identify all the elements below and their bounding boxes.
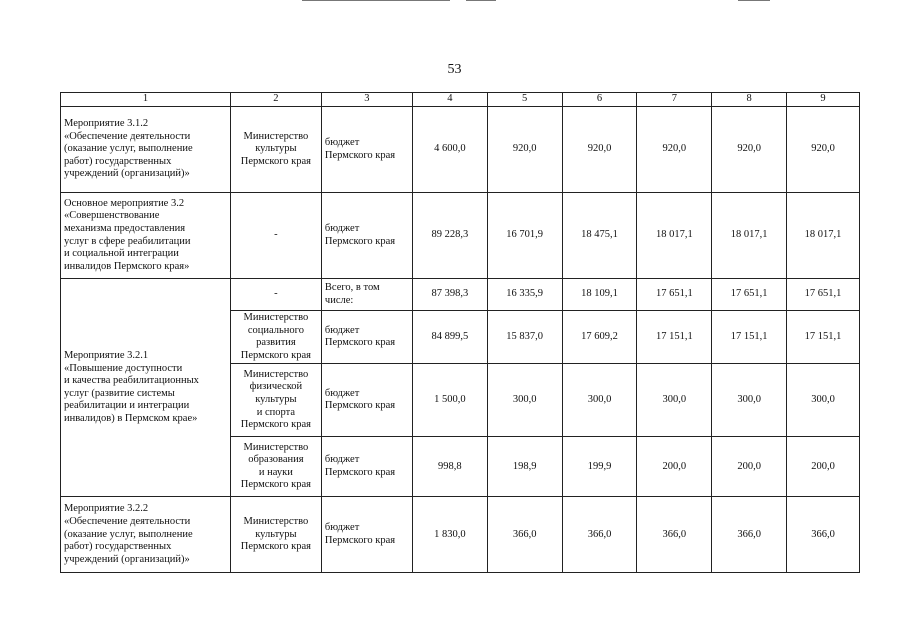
executor-cell: Министерство образования и науки Пермского края <box>230 437 321 497</box>
scan-artifact-line <box>466 0 496 1</box>
funding-source-cell: Всего, в том числе: <box>321 279 412 311</box>
value-cell: 920,0 <box>562 107 637 193</box>
measure-name-cell: Мероприятие 3.2.2 «Обеспечение деятельности (оказание услуг, выполнение работ) государственных учреждений (организаций)» <box>61 497 231 573</box>
column-header: 9 <box>787 93 860 107</box>
value-cell: 920,0 <box>487 107 562 193</box>
scan-artifact-line <box>302 0 450 1</box>
value-cell: 366,0 <box>712 497 787 573</box>
column-header: 5 <box>487 93 562 107</box>
executor-cell: - <box>230 193 321 279</box>
executor-cell: Министерство культуры Пермского края <box>230 497 321 573</box>
column-header: 4 <box>412 93 487 107</box>
measure-name-cell: Основное мероприятие 3.2 «Совершенствование механизма предоставления услуг в сфере реабилитации и социальной интеграции инвалидов Пермского края» <box>61 193 231 279</box>
measure-name-cell: Мероприятие 3.2.1 «Повышение доступности и качества реабилитационных услуг (развитие системы реабилитации и интеграции инвалидов) в Пермском крае» <box>61 279 231 497</box>
value-cell: 17 609,2 <box>562 311 637 364</box>
column-header: 7 <box>637 93 712 107</box>
value-cell: 300,0 <box>487 364 562 437</box>
value-cell: 17 151,1 <box>637 311 712 364</box>
funding-source-cell: бюджет Пермского края <box>321 437 412 497</box>
executor-cell: Министерство социального развития Пермского края <box>230 311 321 364</box>
value-cell: 18 017,1 <box>637 193 712 279</box>
value-cell: 920,0 <box>787 107 860 193</box>
funding-source-cell: бюджет Пермского края <box>321 193 412 279</box>
value-cell: 16 701,9 <box>487 193 562 279</box>
value-cell: 17 151,1 <box>712 311 787 364</box>
value-cell: 366,0 <box>637 497 712 573</box>
value-cell: 300,0 <box>637 364 712 437</box>
value-cell: 199,9 <box>562 437 637 497</box>
value-cell: 300,0 <box>787 364 860 437</box>
value-cell: 87 398,3 <box>412 279 487 311</box>
value-cell: 17 651,1 <box>637 279 712 311</box>
table-row <box>61 107 860 193</box>
value-cell: 1 830,0 <box>412 497 487 573</box>
value-cell: 4 600,0 <box>412 107 487 193</box>
measure-name-cell: Мероприятие 3.1.2 «Обеспечение деятельности (оказание услуг, выполнение работ) государственных учреждений (организаций)» <box>61 107 231 193</box>
value-cell: 366,0 <box>787 497 860 573</box>
executor-cell: Министерство культуры Пермского края <box>230 107 321 193</box>
value-cell: 84 899,5 <box>412 311 487 364</box>
table-row <box>61 279 860 311</box>
scan-artifact-line <box>738 0 770 1</box>
column-number-row <box>61 93 860 107</box>
funding-source-cell: бюджет Пермского края <box>321 311 412 364</box>
funding-source-cell: бюджет Пермского края <box>321 497 412 573</box>
page-number: 53 <box>447 62 462 77</box>
table-row <box>61 497 860 573</box>
value-cell: 920,0 <box>637 107 712 193</box>
value-cell: 18 017,1 <box>787 193 860 279</box>
value-cell: 366,0 <box>562 497 637 573</box>
column-header: 3 <box>321 93 412 107</box>
funding-source-cell: бюджет Пермского края <box>321 107 412 193</box>
value-cell: 18 017,1 <box>712 193 787 279</box>
value-cell: 198,9 <box>487 437 562 497</box>
value-cell: 998,8 <box>412 437 487 497</box>
value-cell: 17 151,1 <box>787 311 860 364</box>
column-header: 1 <box>61 93 231 107</box>
value-cell: 920,0 <box>712 107 787 193</box>
value-cell: 1 500,0 <box>412 364 487 437</box>
value-cell: 16 335,9 <box>487 279 562 311</box>
funding-source-cell: бюджет Пермского края <box>321 364 412 437</box>
value-cell: 89 228,3 <box>412 193 487 279</box>
value-cell: 18 475,1 <box>562 193 637 279</box>
column-header: 2 <box>230 93 321 107</box>
value-cell: 300,0 <box>562 364 637 437</box>
value-cell: 17 651,1 <box>787 279 860 311</box>
column-header: 6 <box>562 93 637 107</box>
value-cell: 15 837,0 <box>487 311 562 364</box>
value-cell: 18 109,1 <box>562 279 637 311</box>
value-cell: 366,0 <box>487 497 562 573</box>
value-cell: 200,0 <box>637 437 712 497</box>
value-cell: 200,0 <box>712 437 787 497</box>
budget-table <box>60 92 860 573</box>
column-header: 8 <box>712 93 787 107</box>
executor-cell: - <box>230 279 321 311</box>
value-cell: 17 651,1 <box>712 279 787 311</box>
value-cell: 200,0 <box>787 437 860 497</box>
executor-cell: Министерство физической культуры и спорта Пермского края <box>230 364 321 437</box>
value-cell: 300,0 <box>712 364 787 437</box>
table-row <box>61 193 860 279</box>
